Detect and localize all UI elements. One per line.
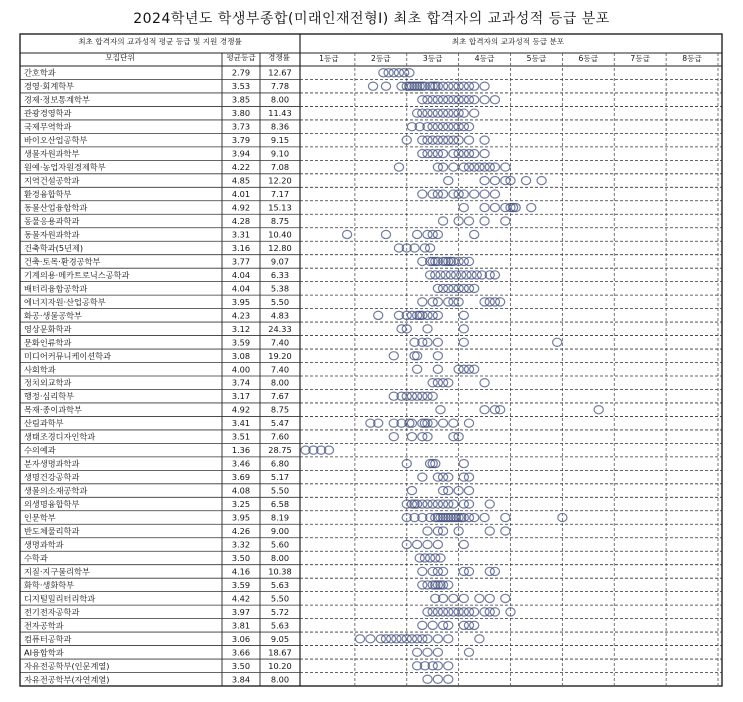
grade-point: [444, 635, 453, 643]
grade-point: [418, 298, 427, 306]
row-average-grade: 3.50: [231, 660, 251, 671]
grade-label: 6등급: [578, 54, 599, 63]
row-competition-rate: 11.43: [268, 108, 292, 119]
grade-point: [501, 513, 510, 521]
row-competition-rate: 7.40: [270, 337, 290, 348]
row-unit-name: 정치외교학과: [24, 377, 72, 388]
table-frame: [20, 34, 722, 686]
row-competition-rate: 5.63: [270, 620, 290, 631]
grade-point: [438, 217, 447, 225]
row-competition-rate: 5.47: [270, 418, 290, 429]
row-unit-name: 환경융합학부: [24, 189, 72, 200]
grade-point: [464, 136, 473, 144]
row-competition-rate: 24.33: [268, 323, 292, 334]
grade-point: [501, 163, 510, 171]
grade-point: [459, 203, 468, 211]
row-unit-name: 생물의소재공학과: [24, 485, 88, 496]
row-unit-name: 원예·농업자원경제학부: [24, 162, 106, 173]
grade-point: [480, 96, 489, 104]
row-unit-name: 분자생명과학과: [24, 458, 80, 469]
grade-point: [436, 406, 445, 414]
grade-point: [413, 352, 422, 360]
row-average-grade: 3.95: [231, 296, 251, 307]
row-average-grade: 3.50: [231, 552, 251, 563]
grade-point: [389, 352, 398, 360]
row-average-grade: 4.01: [231, 189, 251, 200]
row-average-grade: 3.17: [231, 391, 251, 402]
row-unit-name: 생명과학과: [24, 539, 64, 550]
row-average-grade: 4.04: [231, 269, 251, 280]
row-average-grade: 3.31: [231, 229, 251, 240]
row-average-grade: 3.59: [231, 579, 251, 590]
row-competition-rate: 7.78: [270, 81, 290, 92]
grade-point: [444, 662, 453, 670]
row-unit-name: 산림과학부: [24, 418, 64, 429]
row-competition-rate: 7.60: [270, 431, 290, 442]
grade-point: [366, 635, 375, 643]
grade-label: 7등급: [630, 54, 650, 63]
row-average-grade: 3.84: [231, 674, 251, 685]
grade-point: [459, 311, 468, 319]
grade-point: [459, 325, 468, 333]
grade-point: [389, 433, 398, 441]
grade-point: [485, 527, 494, 535]
row-average-grade: 2.79: [231, 67, 251, 78]
row-average-grade: 3.12: [231, 323, 251, 334]
row-competition-rate: 8.00: [270, 674, 290, 685]
row-average-grade: 4.42: [231, 593, 251, 604]
grade-label: 1등급: [319, 54, 339, 63]
row-competition-rate: 9.15: [270, 135, 290, 146]
grade-point: [475, 594, 484, 602]
row-average-grade: 3.06: [231, 633, 251, 644]
grade-label: 5등급: [526, 54, 547, 63]
row-average-grade: 3.51: [231, 431, 251, 442]
page-title: 2024학년도 학생부종합(미래인재전형Ⅰ) 최초 합격자의 교과성적 등급 분포: [133, 11, 610, 27]
grade-point: [444, 675, 453, 683]
column-header-unit: 모집단위: [105, 53, 135, 62]
grade-point: [433, 635, 442, 643]
row-average-grade: 4.00: [231, 364, 251, 375]
grade-point: [407, 486, 416, 494]
row-average-grade: 4.08: [231, 485, 251, 496]
grade-point: [527, 203, 536, 211]
row-unit-name: 기계의용·메카트로닉스공학과: [24, 269, 130, 280]
row-competition-rate: 8.75: [270, 404, 290, 415]
row-unit-name: 자유전공학부(자연계열): [24, 674, 110, 685]
grade-point: [449, 419, 458, 427]
grade-point: [423, 527, 432, 535]
row-unit-name: 건축학과(5년제): [24, 242, 84, 253]
grade-point: [594, 406, 603, 414]
grade-point: [418, 621, 427, 629]
row-unit-name: 경영·회계학부: [24, 81, 75, 92]
grade-point: [433, 352, 442, 360]
row-competition-rate: 10.40: [268, 229, 292, 240]
row-competition-rate: 12.80: [268, 242, 292, 253]
row-competition-rate: 12.20: [268, 175, 292, 186]
grade-point: [433, 648, 442, 656]
grade-point: [480, 190, 489, 198]
grade-point: [464, 217, 473, 225]
row-average-grade: 3.94: [231, 148, 251, 159]
row-average-grade: 4.22: [231, 162, 251, 173]
row-average-grade: 1.36: [231, 445, 251, 456]
row-unit-name: 수의예과: [24, 445, 56, 456]
row-unit-name: 동물산업융합학과: [24, 202, 88, 213]
grade-point: [407, 433, 416, 441]
row-unit-name: 생태조경디자인학과: [24, 431, 96, 442]
grade-point: [381, 230, 390, 238]
grade-label: 8등급: [682, 54, 702, 63]
grade-point: [418, 473, 427, 481]
grade-point: [459, 338, 468, 346]
row-competition-rate: 28.75: [268, 445, 292, 456]
row-competition-rate: 5.50: [270, 296, 290, 307]
row-competition-rate: 5.72: [270, 606, 290, 617]
row-unit-name: 국제무역학과: [24, 121, 72, 132]
row-average-grade: 3.53: [231, 81, 251, 92]
row-average-grade: 4.85: [231, 175, 251, 186]
row-competition-rate: 6.33: [270, 269, 290, 280]
grade-point: [423, 648, 432, 656]
row-unit-name: 에너지자원·산업공학부: [24, 296, 106, 307]
row-competition-rate: 10.20: [268, 660, 292, 671]
grade-point: [449, 163, 458, 171]
grade-point: [480, 379, 489, 387]
grade-point: [394, 163, 403, 171]
grade-point: [449, 594, 458, 602]
grade-point: [410, 352, 419, 360]
row-average-grade: 3.95: [231, 512, 251, 523]
grade-point: [501, 217, 510, 225]
table-rows: [20, 68, 722, 685]
row-average-grade: 3.79: [231, 135, 251, 146]
row-competition-rate: 6.58: [270, 499, 290, 510]
grade-point: [464, 648, 473, 656]
grid-lines: [355, 53, 718, 686]
row-competition-rate: 5.17: [270, 472, 290, 483]
grade-point: [485, 594, 494, 602]
grade-point: [480, 217, 489, 225]
row-average-grade: 3.08: [231, 350, 251, 361]
row-competition-rate: 8.36: [270, 121, 290, 132]
grade-point: [464, 419, 473, 427]
row-average-grade: 3.25: [231, 499, 251, 510]
grade-point: [480, 150, 489, 158]
row-unit-name: 미디어커뮤니케이션학과: [24, 350, 112, 361]
row-average-grade: 3.74: [231, 377, 251, 388]
row-unit-name: 반도체물리학과: [24, 526, 80, 536]
row-average-grade: 3.97: [231, 606, 251, 617]
grade-point: [459, 540, 468, 548]
row-average-grade: 4.92: [231, 202, 251, 213]
grade-point: [501, 594, 510, 602]
grade-point: [480, 203, 489, 211]
grade-point: [459, 460, 468, 468]
grade-point: [490, 190, 499, 198]
grade-point: [413, 648, 422, 656]
grade-point: [342, 230, 351, 238]
grade-point: [490, 176, 499, 184]
row-unit-name: 전자공학과: [24, 620, 64, 631]
row-unit-name: 사회학과: [24, 364, 56, 375]
row-competition-rate: 18.67: [268, 647, 292, 658]
row-average-grade: 3.41: [231, 418, 251, 429]
row-competition-rate: 9.07: [270, 256, 290, 267]
row-average-grade: 4.26: [231, 526, 251, 536]
grade-point: [438, 419, 447, 427]
row-unit-name: 화공·생물공학부: [24, 310, 82, 321]
grade-point: [433, 338, 442, 346]
row-average-grade: 3.69: [231, 472, 251, 483]
grade-point: [381, 82, 390, 90]
grade-label: 4등급: [474, 54, 495, 63]
grade-point: [480, 406, 489, 414]
row-average-grade: 3.80: [231, 108, 251, 119]
grade-point: [485, 500, 494, 508]
grade-point: [444, 176, 453, 184]
grade-point: [423, 675, 432, 683]
row-competition-rate: 5.60: [270, 539, 290, 550]
row-competition-rate: 8.00: [270, 552, 290, 563]
grade-point: [413, 230, 422, 238]
row-average-grade: 3.85: [231, 94, 251, 105]
right-section-header: 최초 합격자의 교과성적 등급 분포: [451, 37, 565, 46]
row-unit-name: 건축·토목·환경공학부: [24, 256, 101, 267]
row-unit-name: 배터리융합공학과: [24, 283, 88, 294]
grade-point: [433, 365, 442, 373]
row-unit-name: 문화인류학과: [24, 337, 72, 348]
grade-point: [470, 230, 479, 238]
column-header-avg: 평균등급: [226, 53, 256, 62]
row-average-grade: 4.04: [231, 283, 251, 294]
row-competition-rate: 8.19: [270, 512, 290, 523]
row-competition-rate: 8.00: [270, 94, 290, 105]
grade-point: [428, 460, 437, 468]
row-average-grade: 4.92: [231, 404, 251, 415]
grade-point: [423, 325, 432, 333]
grade-point: [553, 338, 562, 346]
row-competition-rate: 4.83: [270, 310, 290, 321]
row-average-grade: 3.73: [231, 121, 251, 132]
row-unit-name: 컴퓨터공학과: [24, 633, 72, 644]
row-unit-name: 바이오산업공학부: [24, 135, 88, 146]
row-unit-name: 디지털밀리터리학과: [24, 593, 96, 604]
row-average-grade: 3.16: [231, 242, 251, 253]
row-competition-rate: 19.20: [268, 350, 292, 361]
grade-point: [428, 621, 437, 629]
grade-point: [355, 635, 364, 643]
row-unit-name: 동물자원과학과: [24, 229, 80, 240]
row-competition-rate: 7.17: [270, 189, 290, 200]
grade-point: [413, 540, 422, 548]
row-unit-name: 수학과: [24, 552, 48, 563]
row-competition-rate: 8.00: [270, 377, 290, 388]
left-section-header: 최초 합격자의 교과성적 평균 등급 및 지원 경쟁률: [78, 37, 242, 46]
row-unit-name: 행정·심리학부: [24, 391, 75, 402]
row-competition-rate: 7.67: [270, 391, 290, 402]
grade-point: [480, 136, 489, 144]
grade-point: [470, 109, 479, 117]
row-competition-rate: 9.05: [270, 633, 290, 644]
row-competition-rate: 5.50: [270, 485, 290, 496]
row-unit-name: 간호학과: [24, 67, 56, 78]
row-unit-name: 관광경영학과: [24, 108, 72, 119]
grade-point: [423, 540, 432, 548]
row-average-grade: 3.66: [231, 647, 251, 658]
table-border: [20, 34, 722, 686]
grade-point: [521, 176, 530, 184]
row-competition-rate: 12.67: [268, 67, 292, 78]
row-average-grade: 4.16: [231, 566, 251, 577]
grade-point: [537, 176, 546, 184]
grade-point: [459, 594, 468, 602]
grade-label: 3등급: [422, 54, 443, 63]
row-competition-rate: 5.38: [270, 283, 290, 294]
grade-point: [433, 540, 442, 548]
row-unit-name: 경제·정보통계학부: [24, 94, 90, 105]
row-unit-name: AI융합학과: [24, 647, 64, 658]
row-unit-name: 목재·종이과학부: [24, 404, 82, 415]
row-competition-rate: 10.38: [268, 566, 292, 577]
row-unit-name: 화학·생화학부: [24, 579, 75, 590]
grade-point: [470, 190, 479, 198]
row-unit-name: 생물자원과학부: [24, 148, 80, 159]
row-unit-name: 인문학부: [24, 512, 56, 523]
row-average-grade: 3.59: [231, 337, 251, 348]
grade-point: [407, 419, 416, 427]
grade-point: [475, 635, 484, 643]
row-competition-rate: 9.00: [270, 526, 290, 536]
grade-point: [374, 311, 383, 319]
grade-point: [464, 486, 473, 494]
grade-point: [418, 567, 427, 575]
row-competition-rate: 5.63: [270, 579, 290, 590]
row-average-grade: 3.32: [231, 539, 251, 550]
row-unit-name: 의생명융합학부: [24, 499, 80, 510]
row-competition-rate: 8.75: [270, 216, 290, 226]
row-average-grade: 4.23: [231, 310, 251, 321]
row-unit-name: 동물응용과학과: [24, 216, 80, 226]
grade-point: [480, 513, 489, 521]
row-average-grade: 3.46: [231, 458, 251, 469]
grade-point: [490, 96, 499, 104]
grade-point: [368, 82, 377, 90]
grade-label: 2등급: [371, 54, 391, 63]
grade-point: [413, 365, 422, 373]
row-competition-rate: 7.08: [270, 162, 290, 173]
row-unit-name: 영상문화학과: [24, 323, 72, 334]
grade-point: [418, 190, 427, 198]
grade-point: [490, 203, 499, 211]
row-unit-name: 전기전자공학과: [24, 606, 80, 617]
row-unit-name: 지역건설공학과: [24, 175, 80, 186]
column-header-rate: 경쟁률: [267, 53, 291, 62]
row-unit-name: 생명건강공학과: [24, 472, 80, 483]
grade-point: [480, 82, 489, 90]
row-average-grade: 4.28: [231, 216, 251, 226]
grade-point: [480, 176, 489, 184]
row-competition-rate: 6.80: [270, 458, 290, 469]
row-unit-name: 자유전공학부(인문계열): [24, 660, 110, 671]
grade-point: [501, 527, 510, 535]
row-unit-name: 지질·지구물리학부: [24, 566, 90, 577]
row-average-grade: 3.77: [231, 256, 251, 267]
row-competition-rate: 7.40: [270, 364, 290, 375]
row-competition-rate: 15.13: [268, 202, 292, 213]
row-average-grade: 3.81: [231, 620, 251, 631]
row-competition-rate: 9.10: [270, 148, 290, 159]
row-competition-rate: 5.50: [270, 593, 290, 604]
grade-point: [433, 675, 442, 683]
